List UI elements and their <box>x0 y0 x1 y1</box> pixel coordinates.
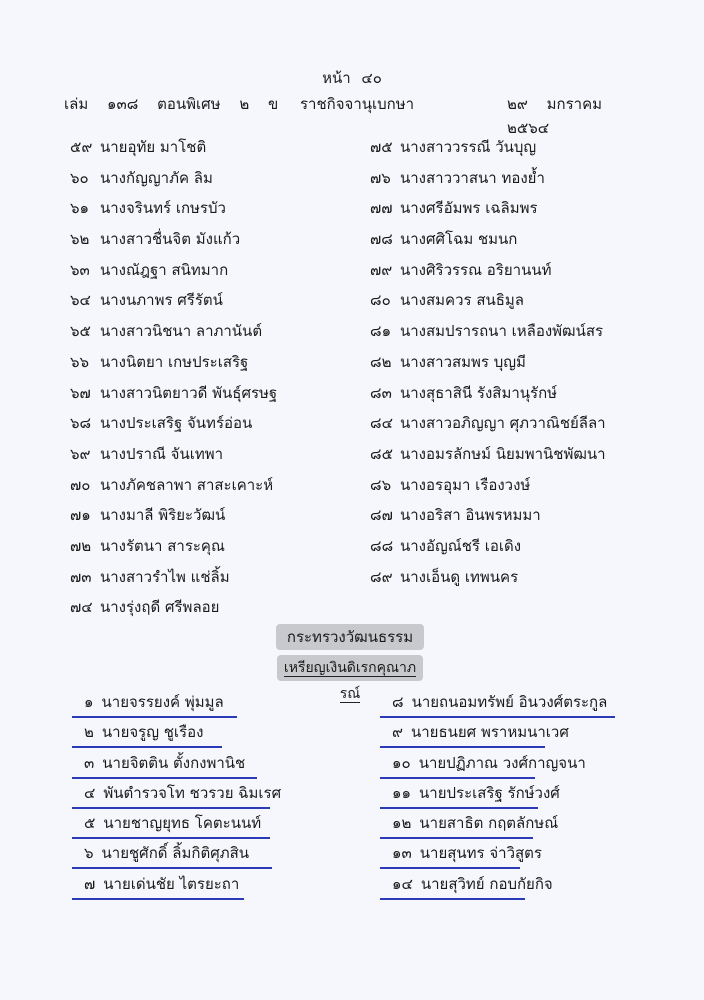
list-item <box>70 562 350 593</box>
item-number: ๖๕ <box>70 322 91 341</box>
item-number: ๙ <box>392 723 403 742</box>
item-number: ๖๙ <box>70 444 91 463</box>
part-number: ๒ <box>239 95 250 113</box>
list-item <box>70 500 350 531</box>
item-name: นายอุทัย มาโชติ <box>100 138 207 156</box>
item-name: นางอรอุมา เรืองวงษ์ <box>400 475 531 494</box>
item-name: นางศศิโฉม ชมนก <box>400 230 518 249</box>
list-item <box>370 193 670 224</box>
item-name: นางสมควร สนธิมูล <box>400 291 524 310</box>
item-name: นางศิริวรรณ อริยานนท์ <box>400 260 552 279</box>
item-number: ๖๔ <box>70 291 91 310</box>
item-name: นางนภาพร ศรีรัตน์ <box>100 291 223 310</box>
item-number: ๗ <box>84 874 96 893</box>
item-name: นายจรรยงค์ พุ่มมูล <box>101 693 224 711</box>
page-number <box>0 66 704 90</box>
item-number: ๗๕ <box>370 138 393 156</box>
item-name: นางสมปรารถนา เหลืองพัฒน์สร <box>400 322 604 341</box>
underline <box>72 837 270 839</box>
item-name: นายสุนทร จ่าวิสูตร <box>419 844 542 863</box>
item-name: นายธนยศ พราหมนาเวศ <box>411 723 569 742</box>
item-name: นางอริสา อินพรหมมา <box>400 506 541 525</box>
list-item <box>70 163 350 194</box>
list-item <box>70 408 350 439</box>
list-item <box>370 224 670 255</box>
item-name: นางเอ็นดู เทพนคร <box>400 567 519 586</box>
award-heading-text: เหรียญเงินดิเรกคุณาภรณ์ <box>283 660 417 702</box>
list-item <box>70 285 350 316</box>
item-name: นางสาววรรณี วันบุญ <box>400 138 537 156</box>
underline <box>380 746 545 748</box>
list-item <box>370 316 670 347</box>
underline <box>380 777 535 779</box>
item-name: พันตำรวจโท ชวรวย ฉิมเรศ <box>103 783 282 802</box>
page-label: หน้า <box>322 69 351 87</box>
item-name: นายสุวิทย์ กอบกัยกิจ <box>420 874 553 893</box>
item-name: นางจรินทร์ เกษรบัว <box>100 199 226 218</box>
volume-number: ๑๓๘ <box>107 95 139 113</box>
item-number: ๗๘ <box>370 230 393 249</box>
list-item <box>70 224 350 255</box>
item-name: นายจิตติน ตั้งกงพานิช <box>102 753 246 772</box>
item-name: นางมาลี พิริยะวัฒน์ <box>100 506 226 525</box>
underline <box>380 807 538 809</box>
item-number: ๗๖ <box>370 168 391 187</box>
list-item <box>70 193 350 224</box>
item-number: ๖๖ <box>70 352 90 371</box>
item-number: ๗๔ <box>70 598 93 617</box>
item-number: ๑๓ <box>392 844 412 863</box>
part-label: ตอนพิเศษ <box>157 95 221 113</box>
item-number: ๗๗ <box>370 199 393 218</box>
item-name: นางนิตยา เกษประเสริฐ <box>100 352 249 371</box>
item-name: นางสาวชื่นจิต มังแก้ว <box>100 230 241 249</box>
item-name: นางอมรลักษม์ นิยมพานิชพัฒนา <box>400 444 606 463</box>
item-number: ๖๘ <box>70 414 92 433</box>
list-item <box>370 470 670 501</box>
part-suffix: ข <box>268 95 279 113</box>
item-name: นางณัฎฐา สนิทมาก <box>100 260 229 279</box>
underline <box>72 807 270 809</box>
ministry-heading: กระทรวงวัฒนธรรม <box>276 624 424 650</box>
item-name: นายปฏิภาณ วงศ์กาญจนา <box>418 753 586 772</box>
item-name: นางปราณี จันเทพา <box>100 444 224 463</box>
date-day: ๒๙ <box>507 95 528 113</box>
item-number: ๘๔ <box>370 414 393 433</box>
name-list-left <box>70 132 350 623</box>
list-item <box>70 592 350 623</box>
underline <box>380 898 525 900</box>
underline <box>72 746 222 748</box>
item-number: ๖๒ <box>70 230 90 249</box>
item-number: ๖๓ <box>70 260 90 279</box>
item-name: นางประเสริฐ จันทร์อ่อน <box>100 414 253 433</box>
list-item <box>370 347 670 378</box>
list-item <box>70 531 350 562</box>
item-number: ๑๐ <box>392 753 411 772</box>
item-number: ๘ <box>392 693 404 711</box>
item-name: นายชูศักดิ์ ลิ้มกิติศุภสิน <box>101 844 250 863</box>
list-item <box>70 316 350 347</box>
name-list-right <box>370 132 670 592</box>
item-number: ๑๔ <box>392 874 413 893</box>
item-number: ๓ <box>84 753 95 772</box>
list-item <box>370 132 670 163</box>
item-number: ๑๑ <box>392 783 412 802</box>
underline <box>72 777 257 779</box>
item-number: ๘๒ <box>370 352 392 371</box>
item-number: ๔ <box>84 783 96 802</box>
list-item <box>370 531 670 562</box>
item-name: นายประเสริฐ รักษ์วงศ์ <box>419 783 560 802</box>
item-number: ๘๑ <box>370 322 392 341</box>
underline <box>380 837 533 839</box>
list-item <box>70 347 350 378</box>
underline <box>72 898 244 900</box>
item-number: ๒ <box>84 723 94 742</box>
item-name: นางสาวนิตยาวดี พันธุ์ศรษฐ <box>100 383 278 402</box>
volume-label: เล่ม <box>64 95 89 113</box>
item-name: นางสาวอภิญญา ศุภวาณิชย์ลีลา <box>400 414 606 433</box>
list-item <box>70 470 350 501</box>
item-name: นางสาวนิชนา ลาภานันต์ <box>100 322 263 341</box>
item-name: นางกัญญาภัค ลิม <box>100 168 213 187</box>
list-item <box>70 378 350 409</box>
item-name: นางศรีอัมพร เฉลิมพร <box>400 199 538 218</box>
list-item <box>370 285 670 316</box>
item-number: ๖๐ <box>70 168 89 187</box>
item-number: ๑๒ <box>392 814 412 833</box>
list-item <box>370 255 670 286</box>
date-year: ๒๕๖๔ <box>507 119 550 137</box>
underline <box>380 716 615 718</box>
item-name: นายเด่นชัย ไตรยะถา <box>103 874 240 893</box>
item-number: ๖ <box>84 844 94 863</box>
item-number: ๗๙ <box>370 260 393 279</box>
item-name: นางภัคชลาพา สาสะเคาะห์ <box>100 475 274 494</box>
list-item <box>370 439 670 470</box>
item-number: ๘๓ <box>370 383 392 402</box>
item-number: ๖๑ <box>70 199 90 218</box>
item-number: ๘๖ <box>370 475 392 494</box>
item-number: ๘๙ <box>370 567 393 586</box>
list-item <box>370 562 670 593</box>
list-item <box>370 500 670 531</box>
list-item <box>370 408 670 439</box>
item-number: ๘๐ <box>370 291 391 310</box>
underline <box>72 867 272 869</box>
list-item <box>70 439 350 470</box>
item-number: ๘๗ <box>370 506 393 525</box>
page-value: ๔๐ <box>361 69 382 87</box>
item-name: นางสาวรำไพ แช่ลิ้ม <box>100 567 230 586</box>
publication-title: ราชกิจจานุเบกษา <box>300 95 415 113</box>
item-number: ๑ <box>84 693 94 711</box>
item-name: นางสาววาสนา ทองย้ำ <box>400 168 545 187</box>
item-number: ๕๙ <box>70 138 93 156</box>
volume-info <box>64 92 292 116</box>
item-number: ๕ <box>84 814 96 833</box>
item-name: นางรัตนา สาระคุณ <box>100 536 225 555</box>
item-name: นางรุ่งฤดี ศรีพลอย <box>100 598 220 617</box>
award-heading <box>277 655 423 702</box>
item-number: ๖๗ <box>70 383 91 402</box>
item-number: ๗๓ <box>70 567 92 586</box>
item-number: ๗๐ <box>70 475 91 494</box>
underline <box>72 716 237 718</box>
list-item <box>370 163 670 194</box>
item-name: นางสุธาสินี รังสิมานุรักษ์ <box>400 383 558 402</box>
underline <box>380 867 520 869</box>
item-name: นายจรูญ ชูเรือง <box>101 723 204 742</box>
item-name: นางสาวสมพร บุญมี <box>400 352 526 371</box>
item-name: นายถนอมทรัพย์ อินวงศ์ตระกูล <box>411 693 608 711</box>
item-number: ๘๘ <box>370 536 394 555</box>
list-item <box>70 255 350 286</box>
item-name: นางอัญณ์ชรี เอเดิง <box>400 536 522 555</box>
list-item <box>70 132 350 163</box>
date-month: มกราคม <box>546 95 603 113</box>
list-item <box>370 378 670 409</box>
item-name: นายสาธิต กฤตลักษณ์ <box>419 814 559 833</box>
item-number: ๗๑ <box>70 506 91 525</box>
item-name: นายชาญยุทธ โคตะนนท์ <box>103 814 262 833</box>
item-number: ๘๕ <box>370 444 393 463</box>
item-number: ๗๒ <box>70 536 92 555</box>
